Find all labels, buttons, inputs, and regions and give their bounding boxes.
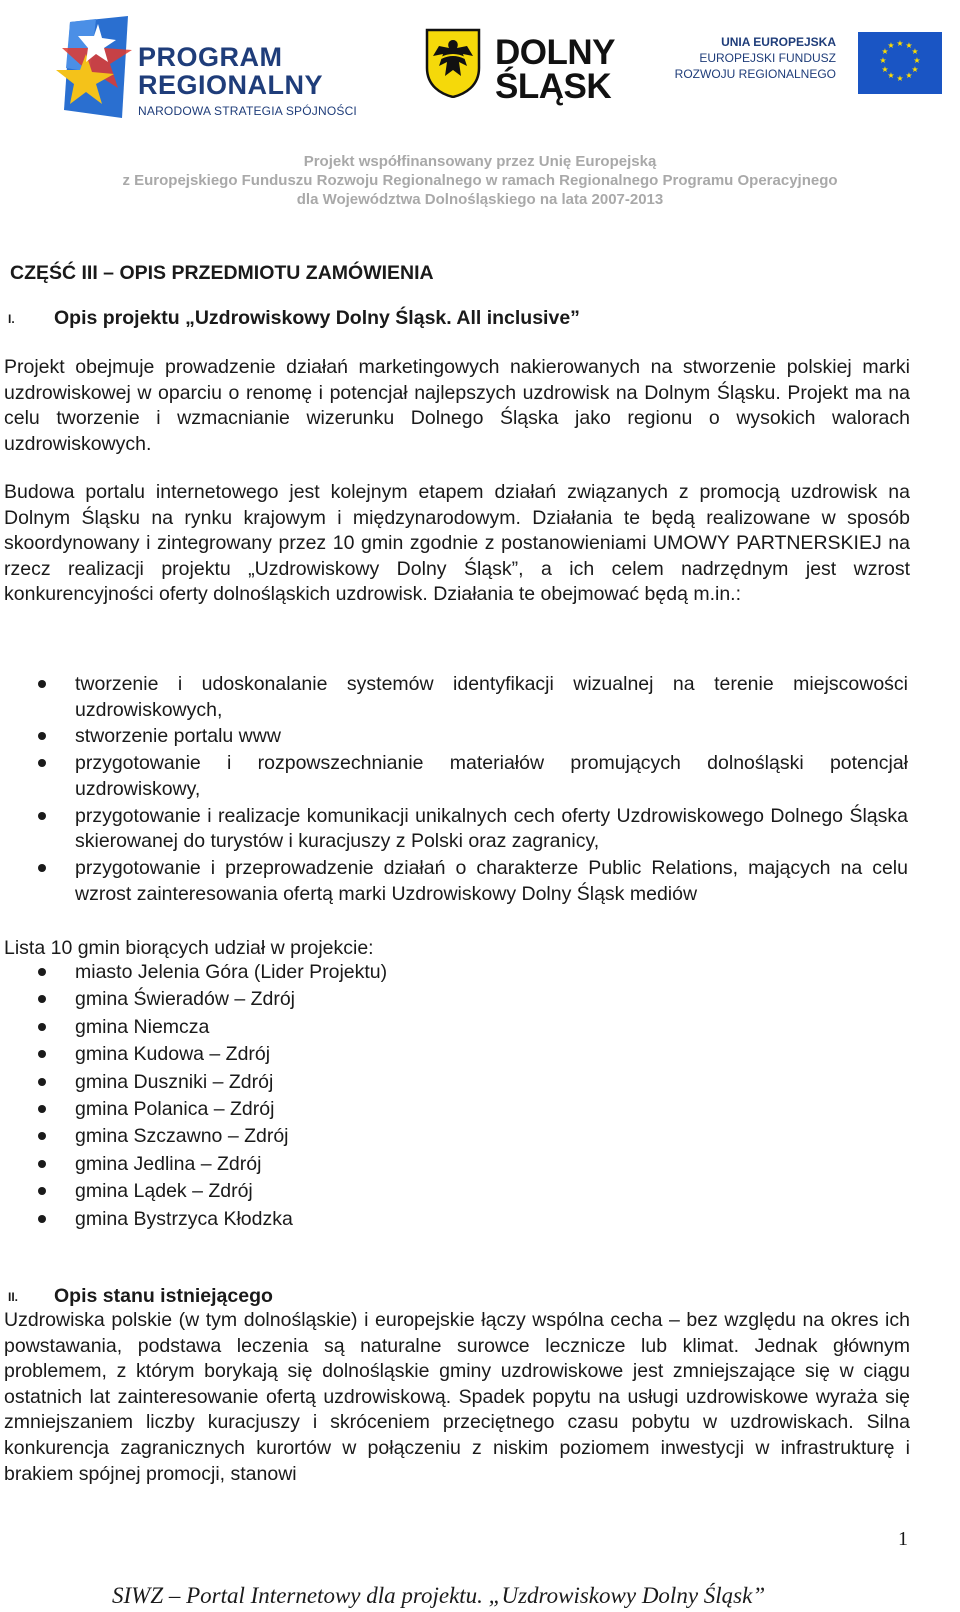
- list-item: [0, 1070, 908, 1096]
- list-item: [0, 1042, 908, 1068]
- list-item-text: tworzenie i udoskonalanie systemów identyfikacji wizualnej na terenie miejscowości uzdrowiskowych,: [75, 673, 908, 721]
- list-item-text: gmina Bystrzyca Kłodzka: [75, 1207, 293, 1230]
- list-item: [0, 724, 908, 750]
- bullet-icon: [38, 864, 46, 872]
- list-item-text: gmina Polanica – Zdrój: [75, 1097, 275, 1120]
- part-title: CZĘŚĆ III – OPIS PRZEDMIOTU ZAMÓWIENIA: [10, 262, 434, 284]
- list-item-text: gmina Niemcza: [75, 1015, 210, 1038]
- paragraph-portal-description: Budowa portalu internetowego jest kolejnym etapem działań związanych z promocją uzdrowisk na Dolnym Śląsku na rynku krajowym i międzynarodowym. Działania te będą realizowane w sposób skoordynowany i zintegrowany przez 10 gmin zgodnie z postanowieniami UMOWY PARTNERSKIEJ na rzecz realizacji projektu „Uzdrowiskowy Dolny Śląsk”, a ich celem nadrzędnym jest wzrost konkurencyjności oferty dolnośląskich uzdrowisk. Działania te obejmować będą m.in.:: [4, 481, 910, 606]
- header-logos: [0, 8, 960, 128]
- svg-text:★: ★: [881, 47, 889, 56]
- dolny-slask-logo: [425, 28, 625, 112]
- cofinancing-line1: Projekt współfinansowany przez Unię Europejską: [303, 153, 657, 170]
- bullet-icon: [38, 759, 46, 767]
- section-1-title: Opis projektu „Uzdrowiskowy Dolny Śląsk. All inclusive”: [54, 307, 580, 329]
- eu-logo-line1: UNIA EUROPEJSKA: [721, 35, 836, 49]
- eagle-shield-icon: [425, 28, 481, 98]
- bullet-icon: [38, 812, 46, 820]
- svg-text:★: ★: [896, 74, 904, 83]
- region-logo-line1: DOLNY: [495, 33, 615, 72]
- list-item: [0, 1015, 908, 1041]
- section-2-number: II.: [8, 1290, 19, 1304]
- municipalities-intro: Lista 10 gmin biorących udział w projekcie:: [4, 937, 374, 959]
- bullet-icon: [38, 1078, 46, 1086]
- bullet-icon: [38, 1160, 46, 1168]
- page-number: 1: [898, 1528, 908, 1550]
- list-item: [0, 804, 908, 855]
- bullet-icon: [38, 680, 46, 688]
- bullet-icon: [38, 1023, 46, 1031]
- list-item-text: przygotowanie i przeprowadzenie działań o charakterze Public Relations, mających na celu wzrost zainteresowania ofertą marki Uzdrowiskowy Dolny Śląsk mediów: [75, 857, 908, 905]
- eu-logo-line3: ROZWOJU REGIONALNEGO: [674, 67, 836, 81]
- list-item-text: gmina Szczawno – Zdrój: [75, 1125, 289, 1148]
- section-1-number: I.: [8, 312, 15, 326]
- list-item: [0, 856, 908, 907]
- list-item-text: gmina Świeradów – Zdrój: [75, 988, 296, 1011]
- svg-text:★: ★: [887, 71, 895, 80]
- svg-text:★: ★: [879, 56, 887, 65]
- list-item-text: przygotowanie i realizacje komunikacji unikalnych cech oferty Uzdrowiskowego Dolnego Śląska skierowanej do turystów i kuracjuszy z Polski oraz zagranicy,: [75, 804, 908, 853]
- list-item-text: stworzenie portalu www: [75, 725, 281, 748]
- cofinancing-line2: z Europejskiego Funduszu Rozwoju Regionalnego w ramach Regionalnego Programu Operacyjnego: [122, 172, 838, 189]
- paragraph-current-state: Uzdrowiska polskie (w tym dolnośląskie) i europejskie łączy wspólna cecha – bez względu na okres ich powstawania, podstawa leczenia są naturalne surowce lecznicze lub klimat. Jednak głównym problemem, z którym borykają się dolnośląskie gminy uzdrowiskowe jest zmniejszające się w ciągu ostatnich lat zainteresowanie ofertą uzdrowiskową. Spadek popytu na usługi uzdrowiskowe wyraża się zmniejszaniem liczby kuracjuszy i skróceniem przeciętnego czasu pobytu w uzdrowiskach. Silna konkurencja zagranicznych kurortów w połączeniu z niskim poziomem inwestycji w infrastrukturę i brakiem spójnej promocji, stanowi: [4, 1309, 910, 1485]
- svg-text:★: ★: [881, 65, 889, 74]
- svg-text:★: ★: [905, 71, 913, 80]
- svg-text:★: ★: [911, 65, 919, 74]
- cofinancing-note: [0, 152, 960, 209]
- bullet-icon: [38, 1050, 46, 1058]
- footer-text: SIWZ – Portal Internetowy dla projektu. „Uzdrowiskowy Dolny Śląsk”: [112, 1583, 766, 1608]
- program-logo-line1: PROGRAM: [138, 42, 283, 72]
- svg-text:★: ★: [911, 47, 919, 56]
- svg-text:★: ★: [887, 41, 895, 50]
- bullet-icon: [38, 1187, 46, 1195]
- bullet-icon: [38, 1132, 46, 1140]
- svg-text:★: ★: [913, 56, 921, 65]
- bullet-icon: [38, 732, 46, 740]
- program-regionalny-logo: [56, 14, 366, 124]
- bullet-icon: [38, 995, 46, 1003]
- list-item-text: przygotowanie i rozpowszechnianie materiałów promujących dolnośląski potencjał uzdrowiskowy,: [75, 752, 908, 800]
- bullet-icon: [38, 1105, 46, 1113]
- list-item: [0, 960, 908, 986]
- program-regionalny-emblem-icon: [56, 14, 136, 124]
- region-logo-line2: ŚLĄSK: [495, 67, 612, 106]
- paragraph-project-description: Projekt obejmuje prowadzenie działań marketingowych nakierowanych na stworzenie polskiej marki uzdrowiskowej w oparciu o renomę i potencjał najlepszych uzdrowisk na Dolnym Śląsku. Projekt ma na celu tworzenie i wzmacnianie wizerunku Dolnego Śląska jako regionu o wysokich walorach uzdrowiskowych.: [4, 356, 910, 455]
- list-item: [0, 672, 908, 723]
- bullet-icon: [38, 968, 46, 976]
- list-item-text: gmina Kudowa – Zdrój: [75, 1043, 271, 1066]
- list-item: [0, 1179, 908, 1205]
- list-item: [0, 751, 908, 802]
- eu-flag-icon: [858, 32, 942, 94]
- svg-text:★: ★: [896, 39, 904, 48]
- list-item-text: gmina Lądek – Zdrój: [75, 1180, 253, 1203]
- list-item: [0, 1152, 908, 1178]
- list-item-text: miasto Jelenia Góra (Lider Projektu): [75, 961, 388, 983]
- list-item-text: gmina Jedlina – Zdrój: [75, 1152, 262, 1175]
- svg-text:★: ★: [905, 41, 913, 50]
- section-2-title: Opis stanu istniejącego: [54, 1285, 273, 1307]
- list-item: [0, 987, 908, 1013]
- program-logo-line3: NARODOWA STRATEGIA SPÓJNOŚCI: [138, 104, 357, 118]
- list-item-text: gmina Duszniki – Zdrój: [75, 1070, 274, 1093]
- bullet-icon: [38, 1215, 46, 1223]
- program-logo-line2: REGIONALNY: [138, 70, 324, 100]
- cofinancing-line3: dla Województwa Dolnośląskiego na lata 2007-2013: [296, 191, 664, 208]
- eu-fund-logo: [674, 30, 946, 110]
- eu-logo-line2: EUROPEJSKI FUNDUSZ: [699, 51, 836, 65]
- list-item: [0, 1097, 908, 1123]
- list-item: [0, 1207, 908, 1233]
- list-item: [0, 1124, 908, 1150]
- activities-list: [0, 672, 908, 909]
- municipalities-list: [0, 960, 908, 1234]
